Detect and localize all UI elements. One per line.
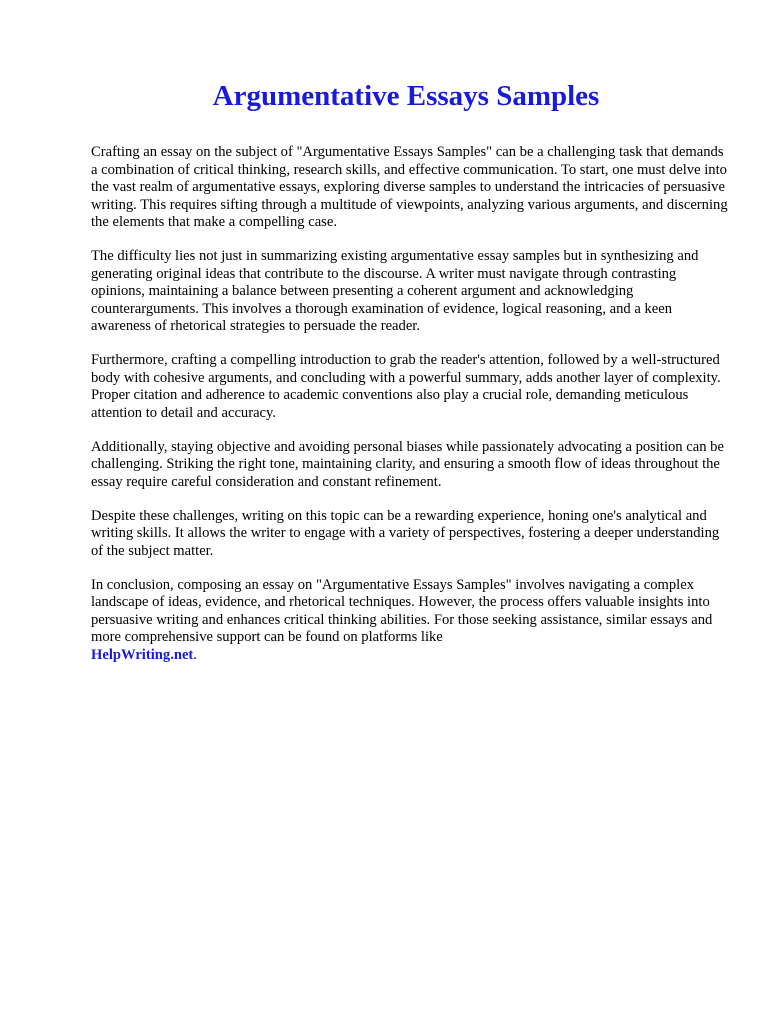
paragraph: Additionally, staying objective and avoiding personal biases while passionately advocating a position can be challenging. Striking the right tone, maintaining clarity, and ensuring a smooth flow of ideas throughout the essay require careful consideration and constant refinement.	[91, 438, 724, 490]
conclusion-paragraph	[91, 577, 731, 665]
paragraph: The difficulty lies not just in summarizing existing argumentative essay samples but in synthesizing and generating original ideas that contribute to the discourse. A writer must navigate through contrasting opinions, maintaining a balance between presenting a coherent argument and acknowledging counterarguments. This involves a thorough examination of evidence, logical reasoning, and a keen awareness of rhetorical strategies to persuade the reader.	[91, 248, 699, 334]
paragraph: Furthermore, crafting a compelling introduction to grab the reader's attention, followed by a well-structured body with cohesive arguments, and concluding with a powerful summary, adds another layer of complexity. Proper citation and adherence to academic conventions also play a crucial role, demanding meticulous attention to detail and accuracy.	[91, 352, 721, 421]
paragraph: Crafting an essay on the subject of "Argumentative Essays Samples" can be a challenging task that demands a combination of critical thinking, research skills, and effective communication. To start, one must delve into the vast realm of argumentative essays, exploring diverse samples to understand the intricacies of persuasive writing. This requires sifting through a multitude of viewpoints, analyzing various arguments, and discerning the elements that make a compelling case.	[91, 144, 728, 230]
essay-body	[91, 144, 731, 681]
conclusion-trailing: .	[193, 646, 197, 663]
helpwriting-link[interactable]: HelpWriting.net	[91, 646, 194, 663]
paragraph: Despite these challenges, writing on this topic can be a rewarding experience, honing one's analytical and writing skills. It allows the writer to engage with a variety of perspectives, fostering a deeper understanding of the subject matter.	[91, 507, 720, 559]
page-title: Argumentative Essays Samples	[212, 80, 600, 112]
conclusion-text: In conclusion, composing an essay on "Argumentative Essays Samples" involves navigating a complex landscape of ideas, evidence, and rhetorical techniques. However, the process offers valuable insights into persuasive writing and enhances critical thinking abilities. For those seeking assistance, similar essays and more comprehensive support can be found on platforms like	[91, 576, 713, 645]
